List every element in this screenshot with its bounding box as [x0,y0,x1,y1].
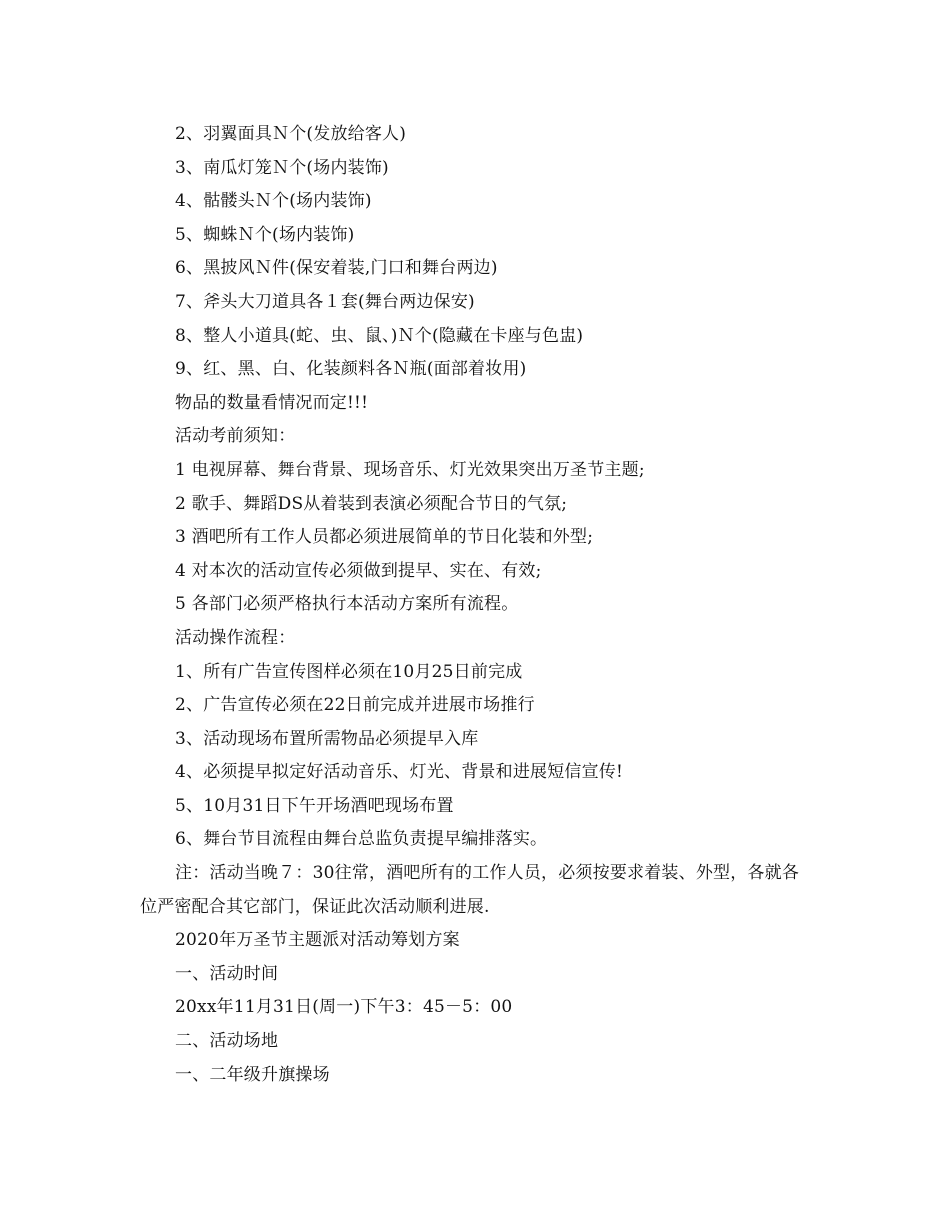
list-item: 3 酒吧所有工作人员都必须进展简单的节日化装和外型; [175,527,594,548]
list-item: 4、骷髅头Ｎ个(场内装饰) [175,191,372,212]
list-item: 4 对本次的活动宣传必须做到提早、实在、有效; [175,560,542,581]
list-item: 1 电视屏幕、舞台背景、现场音乐、灯光效果突出万圣节主题; [175,459,645,480]
list-item: 8、整人小道具(蛇、虫、鼠、)Ｎ个(隐藏在卡座与色盅) [175,325,584,346]
list-item: 7、斧头大刀道具各１套(舞台两边保安) [175,291,475,312]
list-item: 5 各部门必须严格执行本活动方案所有流程。 [175,594,519,615]
section-heading: 一、活动时间 [175,963,279,984]
event-time: 20xx年11月31日(周一)下午3：45－5：00 [175,997,513,1018]
list-item: 9、红、黑、白、化装颜料各Ｎ瓶(面部着妆用) [175,359,527,380]
list-item: 6、舞台节目流程由舞台总监负责提早编排落实。 [175,829,548,850]
list-item: 2、羽翼面具Ｎ个(发放给客人) [175,124,407,144]
quantity-note: 物品的数量看情况而定!!! [175,392,369,413]
section-heading: 活动考前须知： [175,426,296,447]
list-item: 1、所有广告宣传图样必须在10月25日前完成 [175,661,523,682]
list-item: 2 歌手、舞蹈DS从着装到表演必须配合节日的气氛; [175,493,568,514]
list-item: 5、10月31日下午开场酒吧现场布置 [175,795,454,816]
section-heading: 活动操作流程： [175,627,296,648]
list-item: 3、活动现场布置所需物品必须提早入库 [175,728,479,749]
list-item: 4、必须提早拟定好活动音乐、灯光、背景和进展短信宣传! [175,762,624,783]
list-item: 3、南瓜灯笼Ｎ个(场内装饰) [175,157,389,178]
event-venue: 一、二年级升旗操场 [175,1064,330,1085]
document-title: 2020年万圣节主题派对活动筹划方案 [175,930,460,951]
section-heading: 二、活动场地 [175,1031,279,1052]
note-paragraph: 注：活动当晚７：30往常，酒吧所有的工作人员，必须按要求着装、外型，各就各位严密配合其它部门，保证此次活动顺利进展. [140,863,800,917]
list-item: 5、蜘蛛Ｎ个(场内装饰) [175,224,355,245]
list-item: 2、广告宣传必须在22日前完成并进展市场推行 [175,695,535,716]
document-body [140,118,816,1092]
list-item: 6、黑披风Ｎ件(保安着装,门口和舞台两边) [175,258,498,279]
